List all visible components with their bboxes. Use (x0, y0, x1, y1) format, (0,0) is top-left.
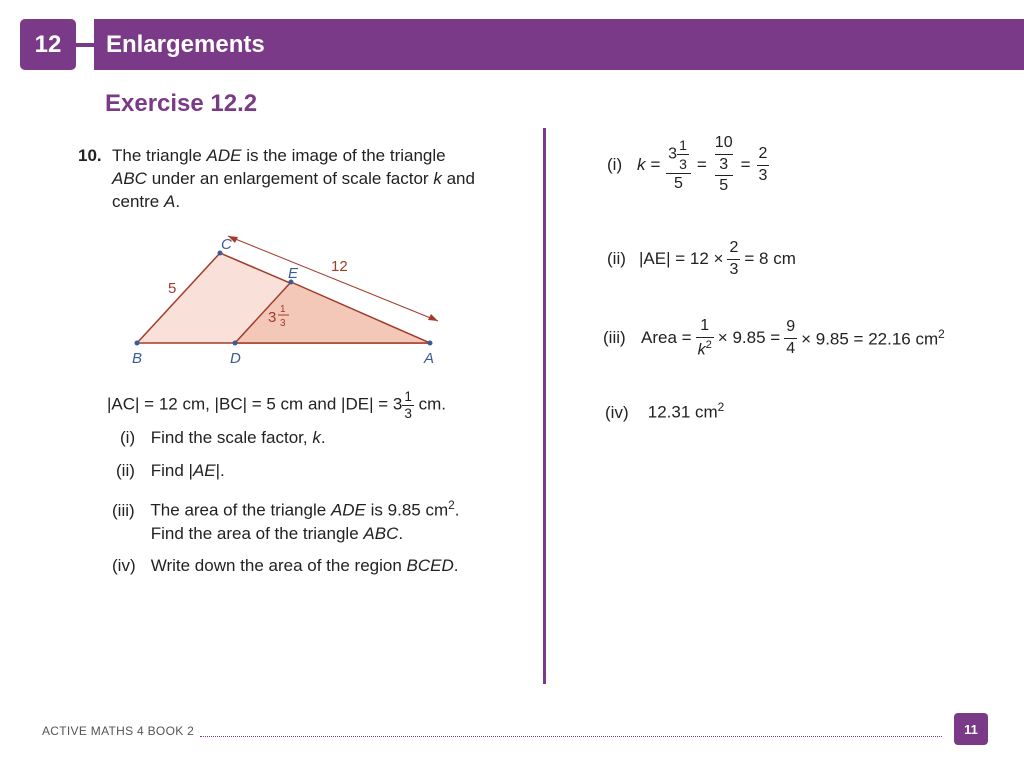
answer-i-frac1: 3 $\frac{1}{3}$ 5 (666, 138, 691, 193)
given-values: |AC| = 12 cm, |BC| = 5 cm and |DE| = 3 $\frac{1}{3}$ cm. (107, 389, 446, 421)
answer-iii: (iii) Area = $\frac{1}{k^2}$ × 9.85 = $\frac{9}{4}$ × 9.85 = 22.16 $cm^2$ (603, 317, 945, 359)
page-number: 11 (954, 713, 988, 745)
label-c: C (221, 236, 232, 253)
part-ii: (ii) Find |AE|. (116, 461, 225, 480)
footer-book-title: ACTIVE MATHS 4 BOOK 2 (42, 724, 195, 738)
point-d (233, 341, 238, 346)
chapter-number-badge: 12 (20, 19, 76, 70)
part-iv: (iv) Write down the area of the region BCED. (112, 556, 459, 575)
side-de-den: 3 (280, 318, 286, 329)
point-b (135, 341, 140, 346)
label-a: A (424, 350, 435, 367)
answer-iii-frac2: $\frac{9}{4}$ (786, 318, 796, 357)
label-e: E (288, 265, 299, 282)
question-intro: 10. The triangle ADE is the image of the triangle ABC under an enlargement of scale factor k and centre A. (78, 146, 475, 211)
answer-i: (i) k = 3 $\frac{1}{3}$ 5 = 10 3 5 = $\frac{2}{3}$ (607, 133, 768, 195)
side-ac-label: 12 (331, 258, 348, 275)
side-de-whole: 3 (268, 309, 277, 326)
label-b: B (132, 350, 143, 367)
footer-dotted-line (200, 736, 942, 737)
triangle-diagram (120, 228, 460, 378)
chapter-title-banner: Enlargements (94, 19, 1024, 70)
label-d: D (230, 350, 241, 367)
arrowhead-a (428, 314, 438, 321)
answer-i-frac2: 10 3 5 (714, 133, 733, 195)
header-connector (76, 43, 96, 47)
answer-iii-frac1: $\frac{1}{k^2}$ (697, 317, 712, 359)
answer-iv: (iv) 12.31 $cm^2$ (605, 400, 725, 422)
part-iii: (iii) The area of the triangle ADE is 9.85 $cm^2$. Find the area of the triangle ABC. (112, 498, 460, 543)
answer-ii: (ii) |AE| = 12 × $\frac{2}{3}$ = 8 cm (607, 239, 796, 278)
side-de-num: 1 (280, 304, 286, 315)
answer-ii-frac: $\frac{2}{3}$ (729, 239, 739, 278)
question-number: 10. (78, 146, 102, 165)
side-bc-label: 5 (168, 280, 177, 297)
answer-i-result: $\frac{2}{3}$ (758, 144, 768, 184)
point-a (428, 341, 433, 346)
exercise-title: Exercise 12.2 (105, 90, 258, 117)
de-fraction: $\frac{1}{3}$ (404, 389, 412, 421)
column-divider (543, 128, 546, 684)
part-i: (i) Find the scale factor, k. (120, 428, 326, 447)
